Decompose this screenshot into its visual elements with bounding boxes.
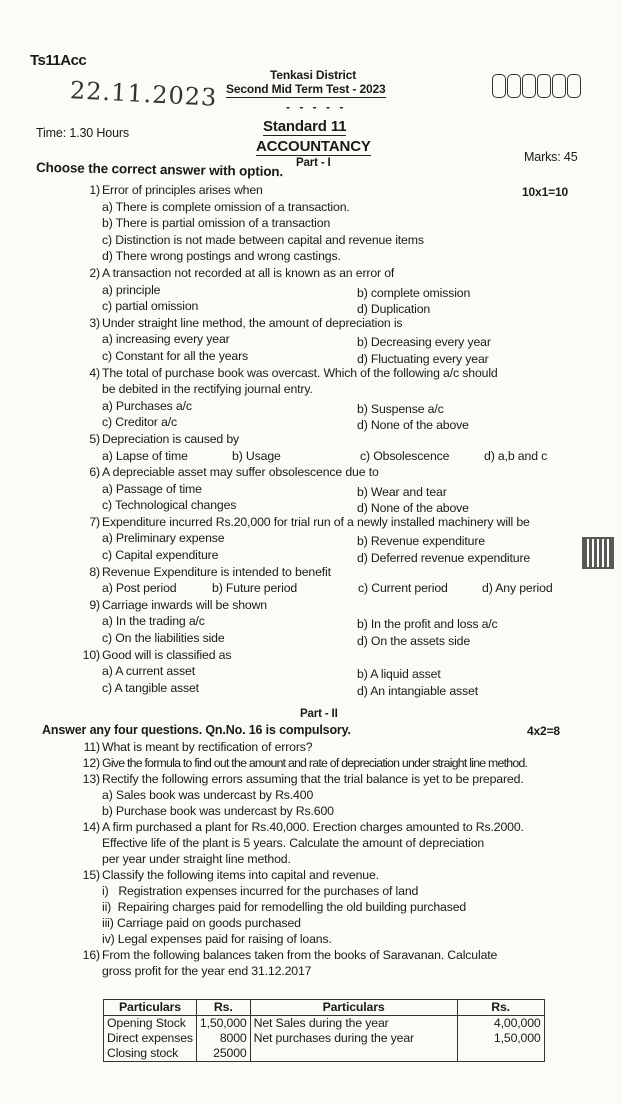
question-line — [78, 215, 598, 232]
option: c) A tangible asset — [102, 680, 199, 695]
option: a) principle — [102, 282, 161, 297]
option: d) On the assets side — [357, 634, 471, 649]
option: b) Suspense a/c — [357, 401, 444, 416]
table-cell: 4,00,000 — [457, 1016, 544, 1032]
question-line — [78, 771, 588, 787]
question-number: 12) — [82, 756, 100, 770]
part-1-score: 10x1=10 — [522, 185, 569, 199]
paper-code: Ts11Acc — [30, 52, 87, 69]
question-line — [78, 597, 598, 614]
option: b) Decreasing every year — [357, 335, 491, 350]
option: d) Duplication — [357, 302, 431, 317]
option: c) Technological changes — [102, 498, 237, 513]
option: b) There is partial omission of a transaction — [102, 216, 331, 231]
option: a) There is complete omission of a transaction. — [102, 199, 350, 214]
question-number: 7) — [89, 514, 100, 529]
option: a) Post period — [102, 581, 177, 596]
question-line — [78, 282, 598, 299]
option: a) increasing every year — [102, 332, 230, 347]
option: d) Fluctuating every year — [357, 351, 489, 366]
question-text: Revenue Expenditure is intended to benefit — [102, 564, 331, 579]
option: a) Preliminary expense — [102, 531, 225, 546]
sub-item: ii) Repairing charges paid for remodelling the old building purchased — [102, 900, 467, 914]
option: d) None of the above — [357, 501, 469, 516]
sub-item: i) Registration expenses incurred for the purchases of land — [102, 884, 419, 898]
question-line — [78, 547, 598, 564]
option: d) There wrong postings and wrong castings. — [102, 249, 341, 264]
table-cell: Net Sales during the year — [250, 1016, 457, 1032]
question-line — [78, 248, 598, 265]
question-line — [78, 580, 598, 597]
district-title: Tenkasi District — [270, 68, 357, 82]
table-cell — [457, 1046, 544, 1062]
part-1-questions — [78, 182, 598, 696]
table-cell: Opening Stock — [104, 1016, 197, 1032]
sub-item: iii) Carriage paid on goods purchased — [102, 916, 301, 930]
reg-box — [552, 74, 566, 98]
question-text: A firm purchased a plant for Rs.40,000. Erection charges amounted to Rs.2000. — [102, 820, 524, 834]
option: a) Lapse of time — [102, 448, 188, 463]
question-number: 3) — [89, 315, 100, 330]
question-line — [78, 414, 598, 431]
question-line — [78, 755, 588, 771]
balances-table — [103, 999, 545, 1062]
table-cell: 1,50,000 — [196, 1016, 250, 1032]
option: d) a,b and c — [484, 448, 548, 463]
question-line — [78, 481, 598, 498]
reg-box — [567, 74, 581, 98]
question-text: be debited in the rectifying journal entry. — [102, 382, 313, 397]
reg-box — [492, 74, 506, 98]
option: b) Future period — [212, 581, 298, 596]
option: c) partial omission — [102, 299, 199, 314]
option: c) Current period — [358, 581, 448, 596]
question-text: Expenditure incurred Rs.20,000 for trial run of a newly installed machinery will be — [102, 514, 530, 529]
question-line — [78, 883, 588, 899]
question-line — [78, 819, 588, 835]
question-text: From the following balances taken from the books of Saravanan. Calculate — [102, 948, 498, 962]
option: b) Wear and tear — [357, 484, 447, 499]
question-text: A depreciable asset may suffer obsolescence due to — [102, 465, 379, 480]
option: a) A current asset — [102, 664, 195, 679]
question-number: 2) — [89, 265, 100, 280]
question-number: 5) — [89, 431, 100, 446]
question-line — [78, 899, 588, 915]
question-number: 11) — [83, 740, 100, 754]
standard-title: Standard 11 — [263, 118, 347, 135]
option: b) Revenue expenditure — [357, 534, 485, 549]
part-1-instruction: Choose the correct answer with option. — [35, 159, 284, 180]
part-2-title: Part - II — [300, 708, 338, 720]
option: a) Purchases a/c — [102, 398, 192, 413]
question-text: per year under straight line method. — [102, 852, 291, 866]
sub-item: b) Purchase book was undercast by Rs.600 — [102, 804, 334, 818]
reg-box — [537, 74, 551, 98]
part-2-instruction: Answer any four questions. Qn.No. 16 is compulsory. — [42, 723, 351, 737]
option: c) Distinction is not made between capital and revenue items — [102, 232, 424, 247]
question-line — [78, 199, 598, 216]
table-cell — [250, 1046, 457, 1062]
part-1-title: Part - I — [296, 157, 331, 169]
question-line — [78, 963, 588, 979]
option: d) An intangiable asset — [357, 683, 478, 698]
question-line — [78, 514, 598, 531]
question-number: 14) — [82, 820, 100, 834]
option: c) On the liabilities side — [102, 631, 225, 646]
question-line — [78, 381, 598, 398]
question-line — [78, 739, 588, 755]
question-text: Error of principles arises when — [102, 183, 263, 197]
option: c) Creditor a/c — [102, 415, 177, 430]
question-line — [78, 787, 588, 803]
question-line — [78, 680, 598, 697]
question-line — [78, 613, 598, 630]
table-cell: 1,50,000 — [457, 1031, 544, 1046]
table-cell: Closing stock — [104, 1046, 197, 1062]
option: b) Usage — [232, 448, 281, 463]
table-cell: Net purchases during the year — [250, 1031, 457, 1046]
table-cell: 8000 — [196, 1031, 250, 1046]
table-row — [104, 1016, 545, 1032]
question-line — [78, 464, 598, 481]
subject-title: ACCOUNTANCY — [256, 138, 371, 155]
separator-dots: - - - - - — [286, 100, 347, 114]
exam-duration: Time: 1.30 Hours — [36, 126, 130, 140]
question-number: 1) — [89, 183, 100, 197]
question-text: Good will is classified as — [102, 647, 232, 662]
part-2-questions — [78, 739, 588, 979]
question-line — [78, 835, 588, 851]
table-header: Particulars — [250, 1000, 457, 1016]
question-number: 8) — [89, 564, 100, 579]
question-line — [78, 298, 598, 315]
question-line — [78, 331, 598, 348]
test-title: Second Mid Term Test - 2023 — [226, 82, 386, 96]
question-line — [78, 947, 588, 963]
question-number: 4) — [89, 365, 100, 380]
part-2-score: 4x2=8 — [527, 724, 560, 738]
reg-box — [522, 74, 536, 98]
question-line — [78, 315, 598, 332]
question-number: 13) — [82, 772, 100, 786]
table-cell: 25000 — [196, 1046, 250, 1062]
option: b) A liquid asset — [357, 667, 441, 682]
question-number: 6) — [89, 465, 100, 480]
question-text: Carriage inwards will be shown — [102, 597, 267, 612]
question-line — [78, 803, 588, 819]
question-line — [78, 497, 598, 514]
question-text: Rectify the following errors assuming that the trial balance is yet to be prepared. — [102, 772, 524, 786]
question-text: What is meant by rectification of errors? — [102, 740, 313, 754]
table-header: Rs. — [457, 1000, 544, 1016]
question-number: 16) — [82, 948, 100, 962]
question-text: gross profit for the year end 31.12.2017 — [102, 964, 312, 978]
question-text: The total of purchase book was overcast. Which of the following a/c should — [102, 365, 498, 380]
question-line — [78, 851, 588, 867]
question-line — [78, 182, 598, 199]
question-line — [78, 348, 598, 365]
option: d) Deferred revenue expenditure — [357, 551, 531, 566]
table-row — [104, 1031, 545, 1046]
question-line — [78, 630, 598, 647]
sub-item: iv) Legal expenses paid for raising of loans. — [102, 932, 332, 946]
option: a) In the trading a/c — [102, 614, 205, 629]
question-text: Depreciation is caused by — [102, 431, 240, 446]
option: b) complete omission — [357, 285, 471, 300]
option: c) Obsolescence — [360, 448, 450, 463]
question-line — [78, 398, 598, 415]
question-number: 15) — [82, 868, 100, 882]
question-line — [78, 647, 598, 664]
total-marks: Marks: 45 — [524, 150, 578, 164]
question-line — [78, 265, 598, 282]
question-number: 10) — [82, 647, 100, 662]
table-cell: Direct expenses — [104, 1031, 197, 1046]
question-line — [78, 448, 598, 465]
question-line — [78, 530, 598, 547]
register-number-boxes — [492, 74, 582, 98]
handwritten-date: 22.11.2023 — [69, 76, 219, 112]
question-line — [78, 867, 588, 883]
question-text: Classify the following items into capital and revenue. — [102, 868, 379, 882]
question-text: Under straight line method, the amount of depreciation is — [102, 315, 403, 330]
question-line — [78, 915, 588, 931]
option: d) Any period — [482, 581, 553, 596]
question-text: Give the formula to find out the amount and rate of depreciation under straight line method. — [102, 756, 528, 770]
reg-box — [507, 74, 521, 98]
option: a) Passage of time — [102, 481, 202, 496]
option: c) Capital expenditure — [102, 548, 219, 563]
sub-item: a) Sales book was undercast by Rs.400 — [102, 788, 314, 802]
question-line — [78, 232, 598, 249]
table-header: Rs. — [196, 1000, 250, 1016]
question-line — [78, 431, 598, 448]
question-text: A transaction not recorded at all is known as an error of — [102, 265, 395, 280]
question-line — [78, 663, 598, 680]
question-line — [78, 564, 598, 581]
qr-code — [582, 537, 614, 569]
option: d) None of the above — [357, 418, 469, 433]
table-row — [104, 1046, 545, 1062]
question-line — [78, 365, 598, 382]
table-header: Particulars — [104, 1000, 197, 1016]
option: c) Constant for all the years — [102, 348, 249, 363]
question-line — [78, 931, 588, 947]
question-text: Effective life of the plant is 5 years. Calculate the amount of depreciation — [102, 836, 485, 850]
option: b) In the profit and loss a/c — [357, 617, 498, 632]
question-number: 9) — [89, 597, 100, 612]
